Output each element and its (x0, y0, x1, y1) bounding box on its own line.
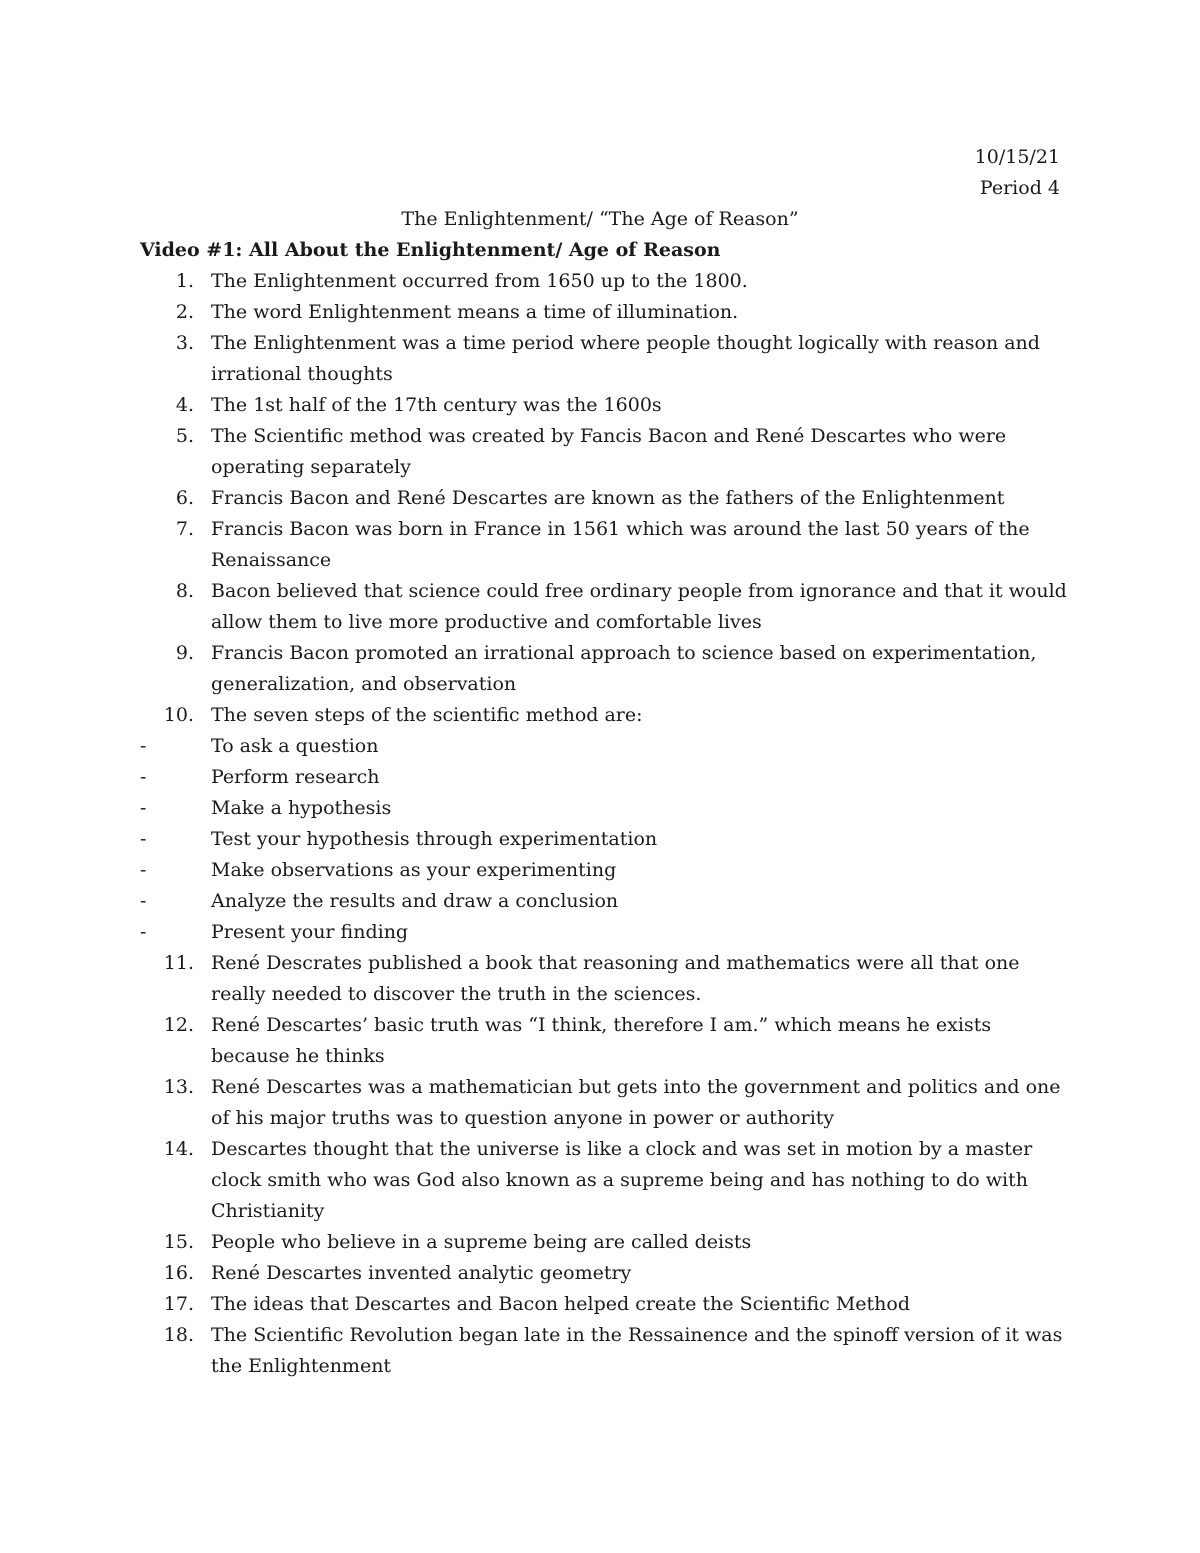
bullet-list-item (140, 793, 1075, 824)
numbered-list-item (140, 638, 1075, 700)
numbered-list-item (140, 700, 1075, 731)
list-item-text: René Descartes invented analytic geometry (211, 1262, 632, 1284)
list-item-text: Perform research (211, 766, 380, 788)
list-marker: - (140, 797, 147, 819)
list-item-text: Francis Bacon promoted an irrational approach to science based on experimentation, generalization, and observation (211, 642, 1037, 695)
list-marker: 4. (175, 394, 194, 416)
numbered-list-item (140, 1010, 1075, 1072)
list-marker: 18. (163, 1324, 194, 1346)
list-marker: 13. (163, 1076, 194, 1098)
list-marker: 1. (175, 270, 194, 292)
numbered-list-item (140, 1258, 1075, 1289)
bullet-list-item (140, 762, 1075, 793)
list-item-text: The seven steps of the scientific method are: (211, 704, 643, 726)
list-item-text: Present your finding (211, 921, 409, 943)
bullet-list-item (140, 731, 1075, 762)
numbered-list-item (140, 514, 1075, 576)
list-item-text: Make a hypothesis (211, 797, 392, 819)
numbered-list-item (140, 576, 1075, 638)
numbered-list-item (140, 1227, 1075, 1258)
list-marker: 16. (163, 1262, 194, 1284)
numbered-list-item (140, 328, 1075, 390)
numbered-list-item (140, 1320, 1075, 1382)
numbered-list-item (140, 390, 1075, 421)
list-item-text: René Descartes’ basic truth was “I think, therefore I am.” which means he exists because he thinks (211, 1014, 992, 1067)
numbered-list-item (140, 1289, 1075, 1320)
list-marker: - (140, 859, 147, 881)
list-item-text: The 1st half of the 17th century was the 1600s (211, 394, 662, 416)
list-item-text: The Scientific Revolution began late in the Ressainence and the spinoff version of it was the Enlightenment (211, 1324, 1063, 1377)
numbered-list-item (140, 266, 1075, 297)
document-title: The Enlightenment/ “The Age of Reason” (401, 208, 799, 230)
list-item-text: René Descartes was a mathematician but gets into the government and politics and one of his major truths was to question anyone in power or authority (211, 1076, 1061, 1129)
list-marker: - (140, 766, 147, 788)
class-period: Period 4 (979, 177, 1060, 199)
list-marker: 7. (175, 518, 194, 540)
list-marker: 5. (175, 425, 194, 447)
list-item-text: The Enlightenment occurred from 1650 up to the 1800. (211, 270, 748, 292)
section-heading: Video #1: All About the Enlightenment/ Age of Reason (140, 239, 721, 261)
bullet-list-item (140, 917, 1075, 948)
list-marker: 8. (175, 580, 194, 602)
list-marker: - (140, 890, 147, 912)
list-marker: 2. (175, 301, 194, 323)
document-date: 10/15/21 (974, 146, 1060, 168)
bullet-list-item (140, 886, 1075, 917)
bullet-list-item (140, 855, 1075, 886)
list-item-text: Bacon believed that science could free ordinary people from ignorance and that it would allow them to live more productive and comfortable lives (211, 580, 1067, 633)
list-item-text: Test your hypothesis through experimentation (211, 828, 658, 850)
list-item-text: Francis Bacon and René Descartes are known as the fathers of the Enlightenment (211, 487, 1005, 509)
list-item-text: Make observations as your experimenting (211, 859, 617, 881)
list-item-text: People who believe in a supreme being are called deists (211, 1231, 752, 1253)
numbered-list-item (140, 297, 1075, 328)
list-marker: 9. (175, 642, 194, 664)
list-item-text: Descartes thought that the universe is like a clock and was set in motion by a master clock smith who was God also known as a supreme being and has nothing to do with Christianity (211, 1138, 1033, 1222)
list-marker: 17. (163, 1293, 194, 1315)
bullet-list-item (140, 824, 1075, 855)
list-item-text: To ask a question (211, 735, 379, 757)
notes-list (140, 266, 1075, 1382)
list-marker: 12. (163, 1014, 194, 1036)
list-marker: 11. (163, 952, 194, 974)
list-marker: - (140, 828, 147, 850)
numbered-list-item (140, 1072, 1075, 1134)
numbered-list-item (140, 421, 1075, 483)
list-item-text: Francis Bacon was born in France in 1561 which was around the last 50 years of the Renaissance (211, 518, 1030, 571)
list-item-text: The word Enlightenment means a time of illumination. (211, 301, 739, 323)
numbered-list-item (140, 483, 1075, 514)
list-item-text: The Enlightenment was a time period where people thought logically with reason and irrational thoughts (211, 332, 1040, 385)
list-marker: 14. (163, 1138, 194, 1160)
list-marker: - (140, 921, 147, 943)
list-item-text: The ideas that Descartes and Bacon helped create the Scientific Method (211, 1293, 911, 1315)
list-item-text: The Scientific method was created by Fancis Bacon and René Descartes who were operating separately (211, 425, 1007, 478)
list-marker: 3. (175, 332, 194, 354)
list-marker: - (140, 735, 147, 757)
list-item-text: René Descrates published a book that reasoning and mathematics were all that one really needed to discover the truth in the sciences. (211, 952, 1020, 1005)
numbered-list-item (140, 948, 1075, 1010)
list-marker: 10. (163, 704, 194, 726)
list-item-text: Analyze the results and draw a conclusion (211, 890, 619, 912)
numbered-list-item (140, 1134, 1075, 1227)
list-marker: 15. (163, 1231, 194, 1253)
list-marker: 6. (175, 487, 194, 509)
